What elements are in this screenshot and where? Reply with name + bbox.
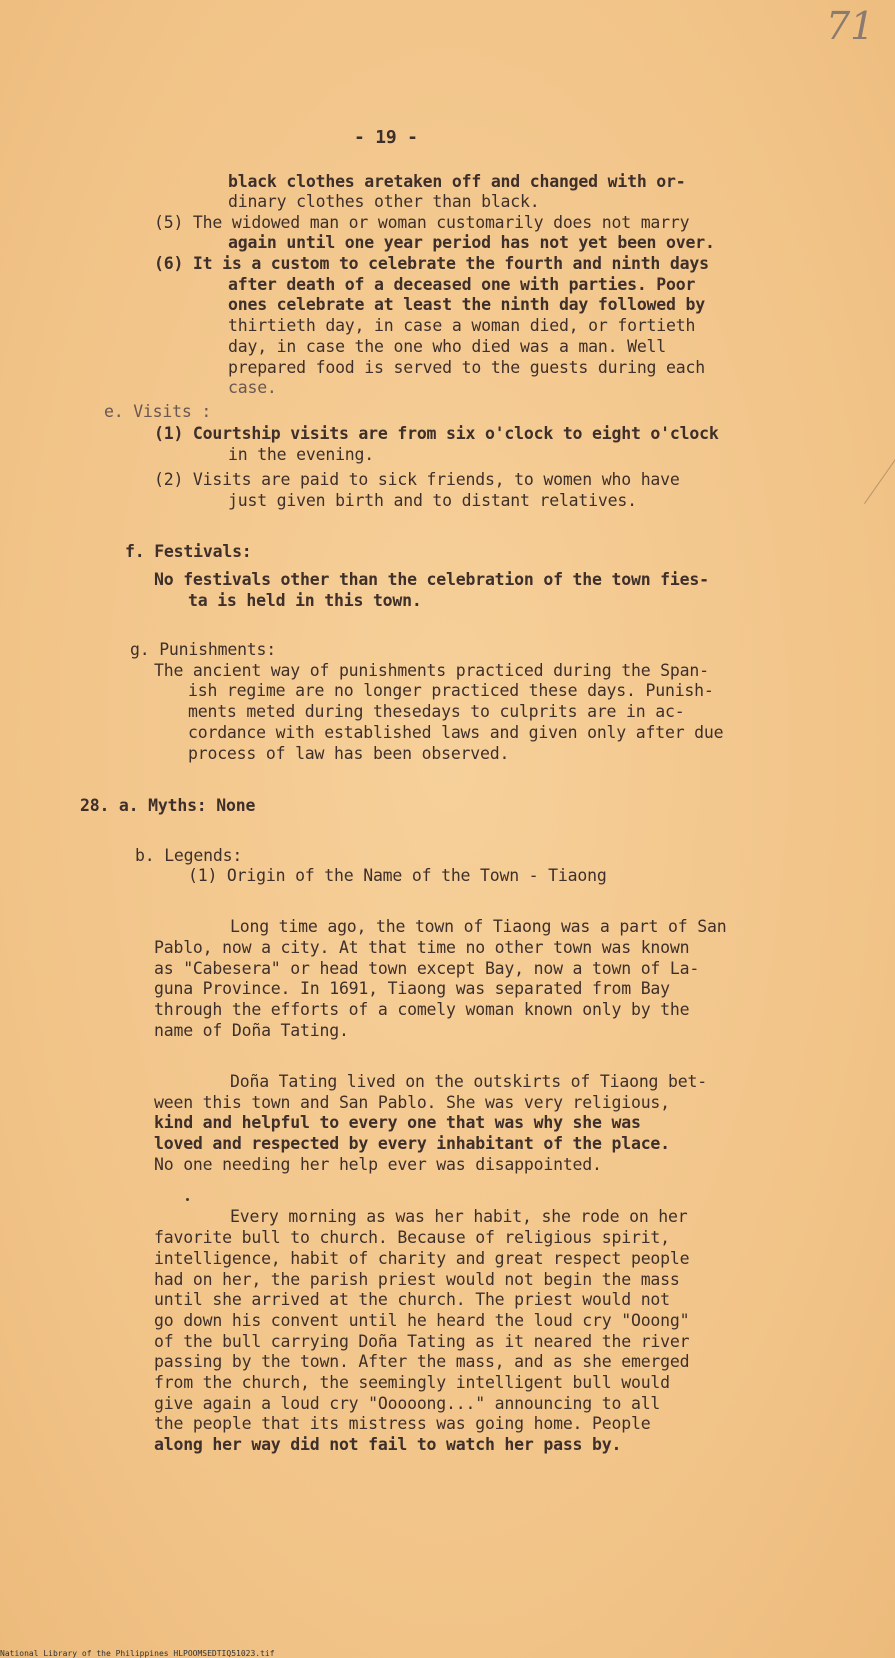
text-line-51: along her way did not fail to watch her pass by. xyxy=(154,1435,622,1454)
text-line-11: case. xyxy=(228,378,277,397)
text-line-16: just given birth and to distant relatives. xyxy=(228,491,637,510)
text-line-50: the people that its mistress was going home. People xyxy=(154,1414,651,1433)
text-line-05: (6) It is a custom to celebrate the fourth and ninth days xyxy=(154,254,709,273)
text-line-14: in the evening. xyxy=(228,445,375,464)
text-line-42: intelligence, habit of charity and great respect people xyxy=(154,1249,690,1268)
text-line-07: ones celebrate at least the ninth day followed by xyxy=(228,295,705,314)
text-line-04: again until one year period has not yet been over. xyxy=(228,233,715,252)
text-line-24: cordance with established laws and given only after due xyxy=(188,723,724,742)
text-line-45: go down his convent until he heard the loud cry "Ooong" xyxy=(154,1311,690,1330)
text-line-48: from the church, the seemingly intelligent bull would xyxy=(154,1373,670,1392)
text-line-01: black clothes aretaken off and changed with or- xyxy=(228,172,686,191)
section-heading-punishments: g. Punishments: xyxy=(130,640,277,659)
text-line-43: had on her, the parish priest would not begin the mass xyxy=(154,1270,680,1289)
text-line-49: give again a loud cry "Ooooong..." announcing to all xyxy=(154,1394,661,1413)
text-line-32: guna Province. In 1691, Tiaong was separated from Bay xyxy=(154,979,670,998)
text-line-44: until she arrived at the church. The priest would not xyxy=(154,1290,670,1309)
margin-pencil-mark xyxy=(864,446,895,504)
text-line-21: The ancient way of punishments practiced during the Span- xyxy=(154,661,709,680)
text-line-34: name of Doña Tating. xyxy=(154,1021,349,1040)
text-line-38: loved and respected by every inhabitant of the place. xyxy=(154,1134,670,1153)
text-line-13: (1) Courtship visits are from six o'clock to eight o'clock xyxy=(154,424,719,443)
text-line-25: process of law has been observed. xyxy=(188,744,510,763)
text-line-47: passing by the town. After the mass, and as she emerged xyxy=(154,1352,690,1371)
text-line-35: Doña Tating lived on the outskirts of Tiaong bet- xyxy=(230,1072,707,1091)
text-line-19: ta is held in this town. xyxy=(188,591,422,610)
text-line-41: favorite bull to church. Because of religious spirit, xyxy=(154,1228,670,1247)
text-line-06: after death of a deceased one with parties. Poor xyxy=(228,275,696,294)
text-line-02: dinary clothes other than black. xyxy=(228,192,540,211)
text-line-15: (2) Visits are paid to sick friends, to women who have xyxy=(154,470,680,489)
text-line-37: kind and helpful to every one that was why she was xyxy=(154,1113,641,1132)
text-line-10: prepared food is served to the guests during each xyxy=(228,358,705,377)
text-line-23: ments meted during thesedays to culprits are in ac- xyxy=(188,702,685,721)
section-heading-visits: e. Visits : xyxy=(104,402,212,421)
text-line-40: Every morning as was her habit, she rode on her xyxy=(230,1207,688,1226)
legend-title: (1) Origin of the Name of the Town - Tiaong xyxy=(188,866,607,885)
text-line-08: thirtieth day, in case a woman died, or fortieth xyxy=(228,316,696,335)
text-line-31: as "Cabesera" or head town except Bay, now a town of La- xyxy=(154,959,700,978)
text-line-09: day, in case the one who died was a man. Well xyxy=(228,337,667,356)
text-line-03: (5) The widowed man or woman customarily does not marry xyxy=(154,213,690,232)
scan-footer: National Library of the Philippines HLPOOMSEDTIQ51023.tif xyxy=(0,1649,275,1658)
section-heading-legends: b. Legends: xyxy=(135,846,243,865)
page-number: - 19 - xyxy=(354,127,418,148)
handwritten-page-annotation: 71 xyxy=(826,4,875,48)
ink-speck xyxy=(186,1198,189,1201)
text-line-22: ish regime are no longer practiced these days. Punish- xyxy=(188,681,714,700)
text-line-18: No festivals other than the celebration of the town fies- xyxy=(154,570,709,589)
text-line-39: No one needing her help ever was disappointed. xyxy=(154,1155,602,1174)
text-line-46: of the bull carrying Doña Tating as it neared the river xyxy=(154,1332,690,1351)
text-line-33: through the efforts of a comely woman known only by the xyxy=(154,1000,690,1019)
text-line-30: Pablo, now a city. At that time no other town was known xyxy=(154,938,690,957)
text-line-29: Long time ago, the town of Tiaong was a part of San xyxy=(230,917,727,936)
section-heading-festivals: f. Festivals: xyxy=(125,542,252,561)
section-heading-myths: 28. a. Myths: None xyxy=(80,796,256,815)
text-line-36: ween this town and San Pablo. She was very religious, xyxy=(154,1093,670,1112)
